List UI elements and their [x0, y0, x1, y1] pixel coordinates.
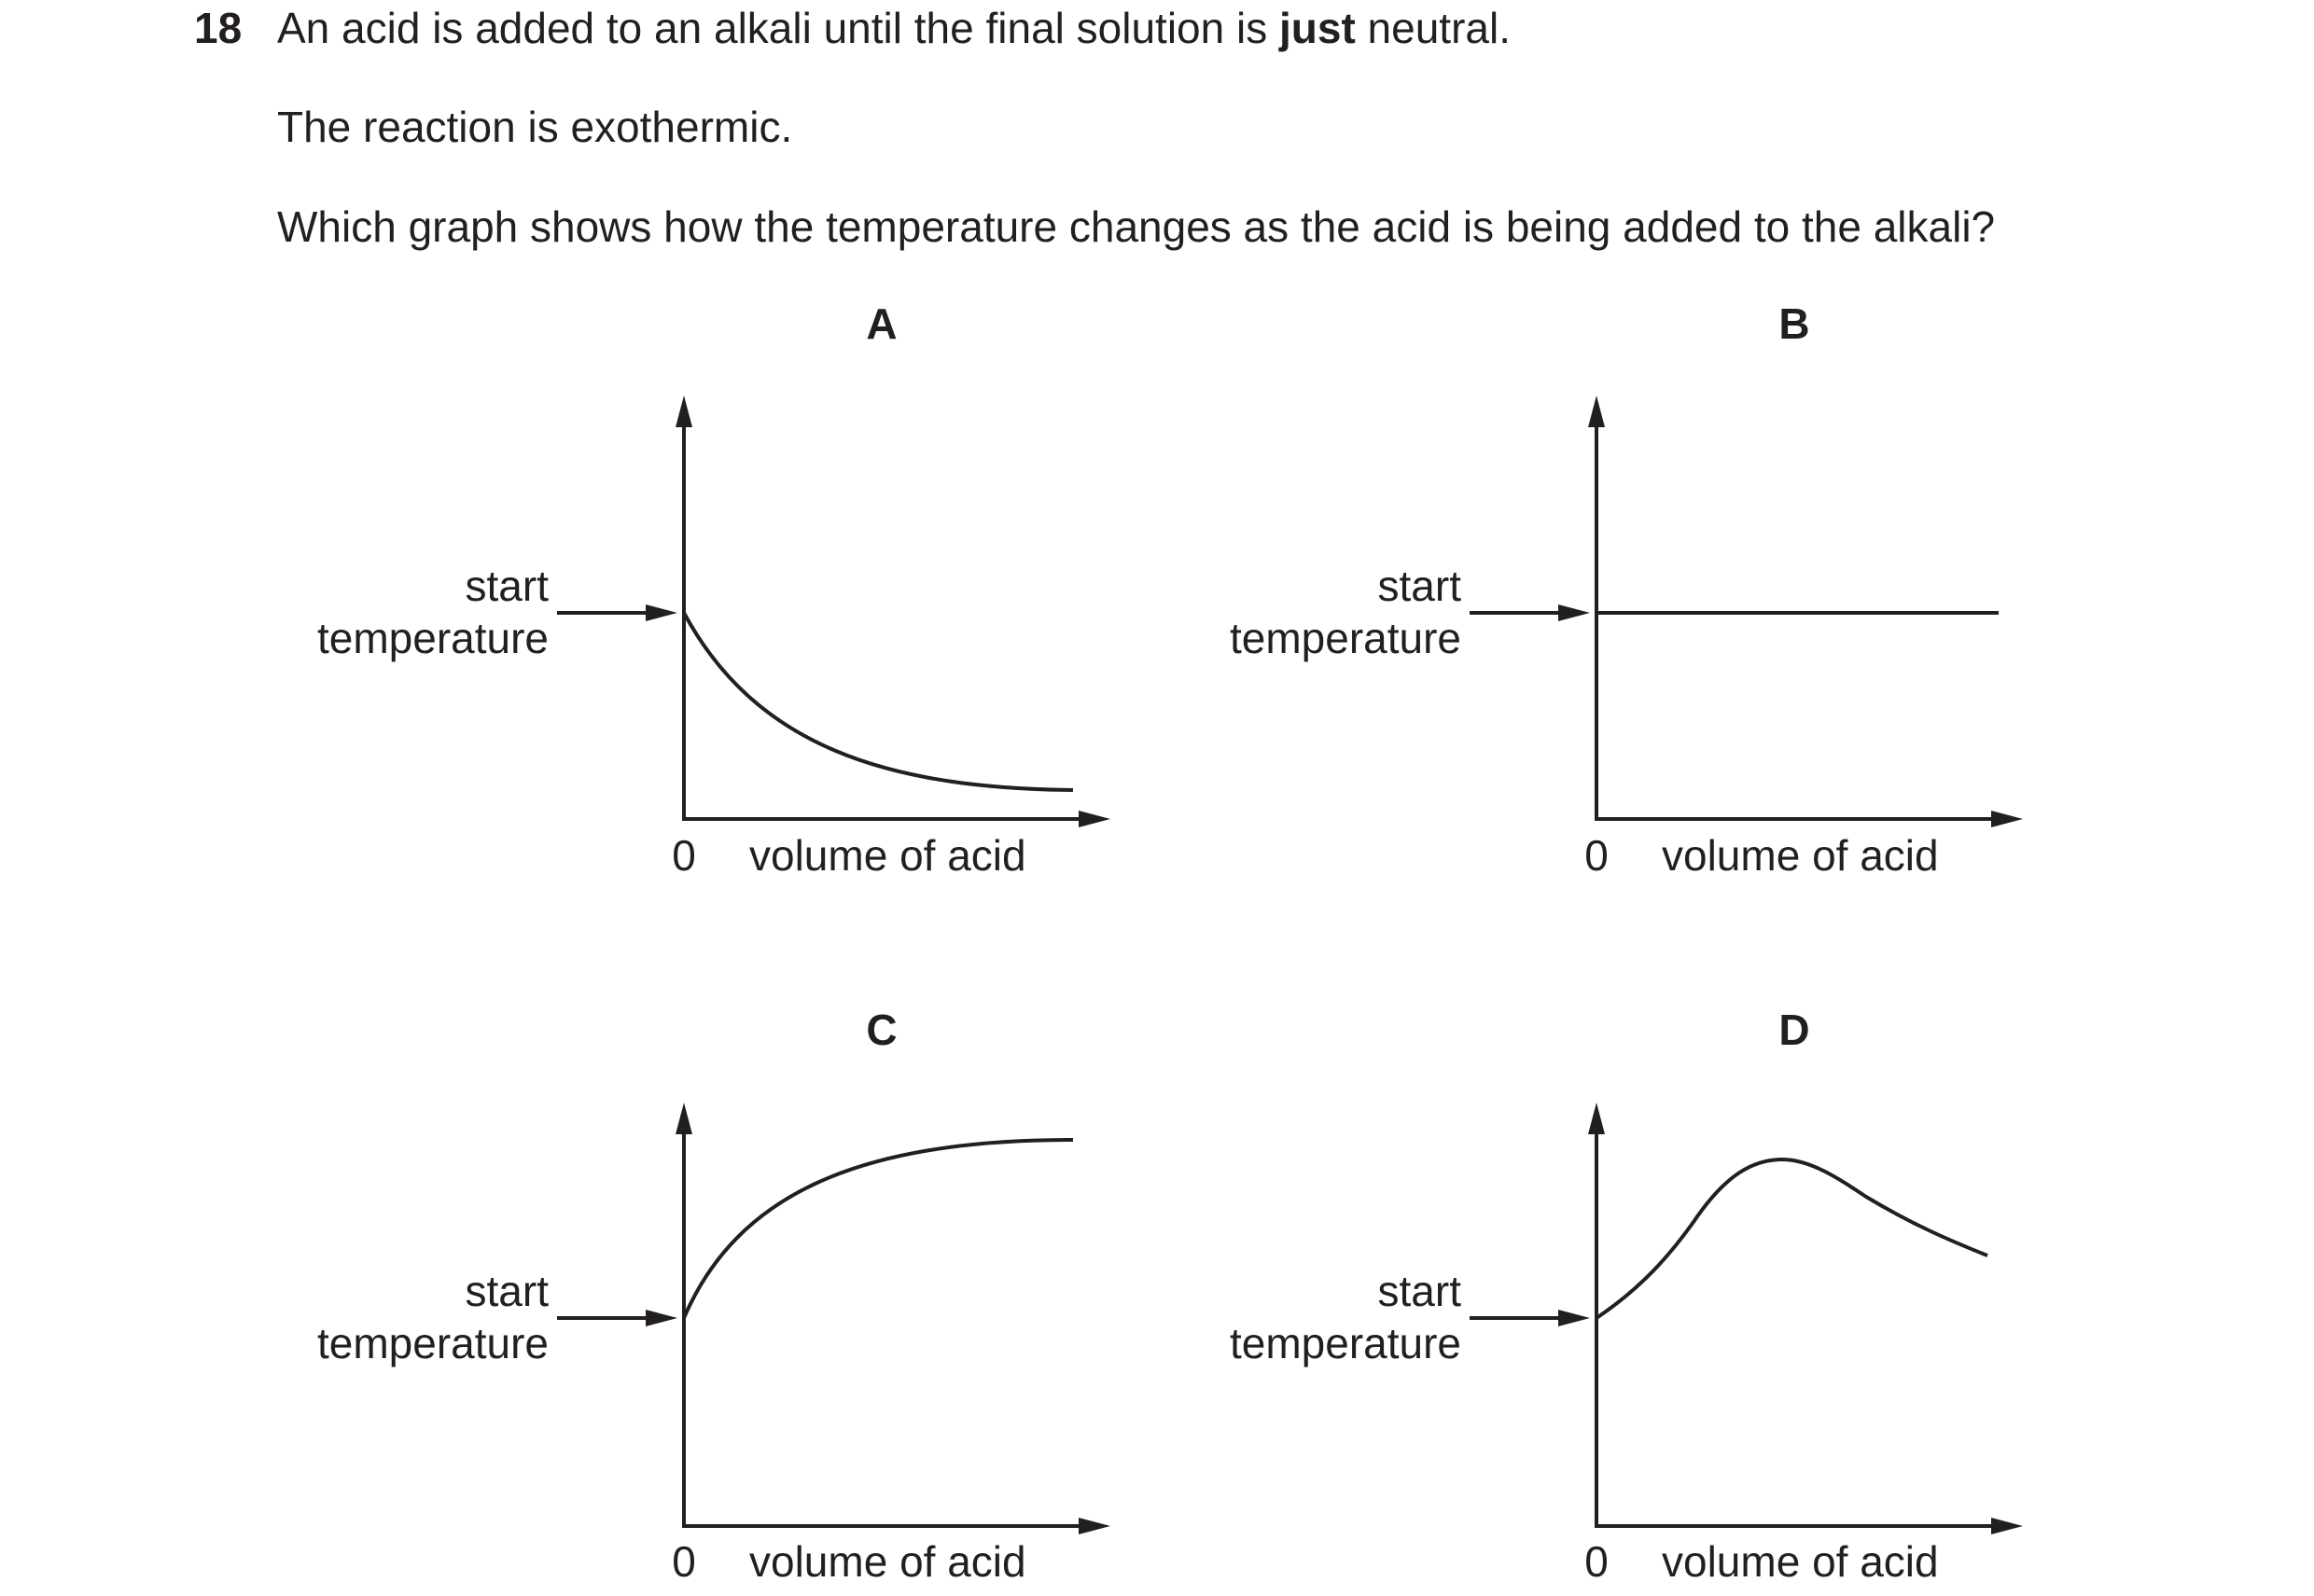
question-line-1-emphasis: just — [1279, 4, 1356, 52]
start-temperature-label-line-1: start — [1377, 1267, 1461, 1315]
question-line-1-end: neutral. — [1355, 4, 1511, 52]
graph-d — [1230, 1006, 2023, 1586]
temperature-curve — [684, 613, 1073, 790]
start-temperature-label-line-1: start — [1377, 562, 1461, 610]
option-letter-a: A — [866, 299, 898, 348]
origin-label: 0 — [1584, 1537, 1609, 1586]
question-number: 18 — [194, 4, 243, 52]
start-temperature-label-line-2: temperature — [316, 614, 549, 662]
question-line-2: The reaction is exothermic. — [277, 103, 793, 151]
y-axis-arrowhead — [1588, 396, 1605, 427]
graph-b — [1230, 299, 2023, 880]
question-line-3: Which graph shows how the temperature changes as the acid is being added to the alkali? — [277, 202, 1996, 251]
graph-c — [317, 1006, 1110, 1586]
origin-label: 0 — [1584, 831, 1609, 880]
temperature-curve — [1596, 1159, 1987, 1318]
origin-label: 0 — [672, 1537, 696, 1586]
start-temperature-arrowhead — [1558, 604, 1590, 621]
x-axis-label: volume of acid — [1662, 1537, 1939, 1586]
option-letter-b: B — [1778, 299, 1810, 348]
origin-label: 0 — [672, 831, 696, 880]
y-axis-arrowhead — [676, 396, 692, 427]
x-axis-arrowhead — [1991, 811, 2023, 827]
option-letter-c: C — [866, 1006, 898, 1054]
temperature-curve — [684, 1140, 1073, 1318]
x-axis-arrowhead — [1991, 1518, 2023, 1534]
x-axis-label: volume of acid — [1662, 831, 1939, 880]
y-axis-arrowhead — [676, 1103, 692, 1134]
graph-a — [317, 299, 1110, 880]
x-axis-arrowhead — [1079, 1518, 1110, 1534]
start-temperature-label-line-2: temperature — [316, 1319, 549, 1367]
start-temperature-label-line-2: temperature — [1229, 614, 1461, 662]
option-letter-d: D — [1778, 1006, 1810, 1054]
question-line-1 — [277, 4, 1511, 52]
start-temperature-label-line-2: temperature — [1229, 1319, 1461, 1367]
start-temperature-label-line-1: start — [465, 1267, 549, 1315]
start-temperature-arrowhead — [646, 604, 677, 621]
start-temperature-arrowhead — [646, 1310, 677, 1326]
y-axis-arrowhead — [1588, 1103, 1605, 1134]
question-line-1-start: An acid is added to an alkali until the final solution is — [277, 4, 1279, 52]
x-axis-label: volume of acid — [749, 1537, 1026, 1586]
start-temperature-label-line-1: start — [465, 562, 549, 610]
x-axis-arrowhead — [1079, 811, 1110, 827]
x-axis-label: volume of acid — [749, 831, 1026, 880]
start-temperature-arrowhead — [1558, 1310, 1590, 1326]
